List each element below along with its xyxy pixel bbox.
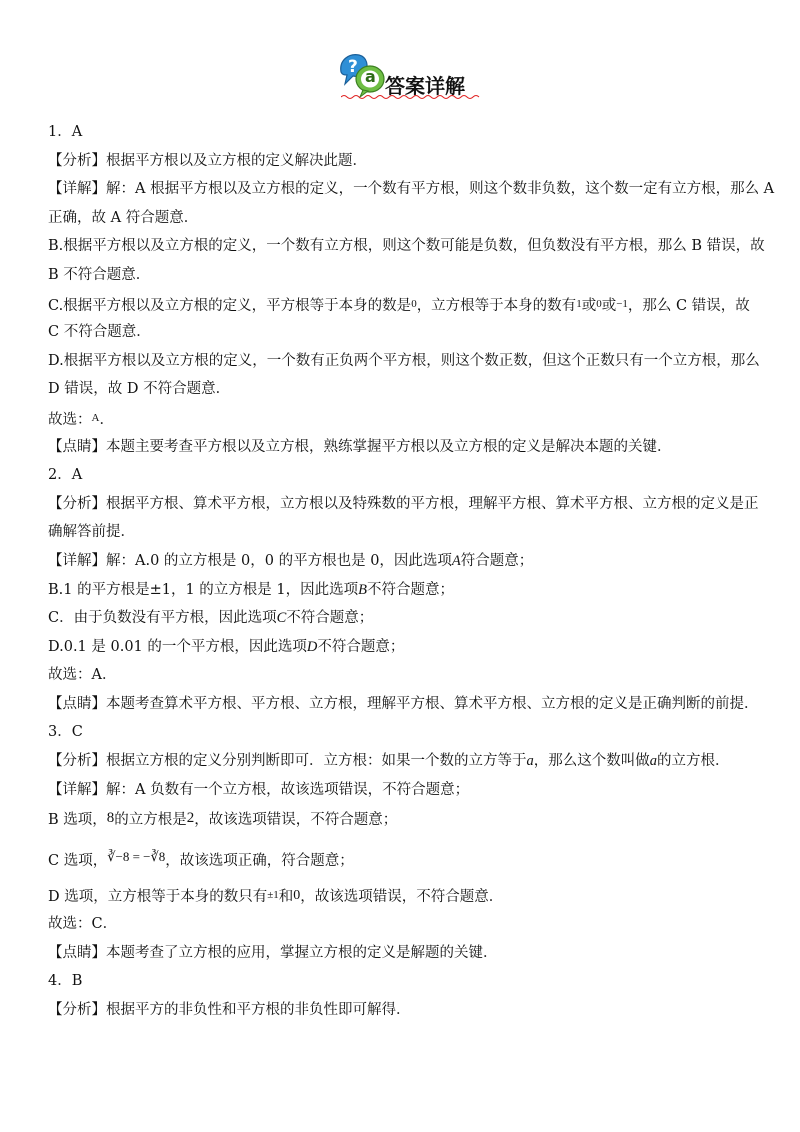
header-wavy-underline xyxy=(341,94,481,100)
answer-header xyxy=(333,50,493,106)
q1-c-math-neg-one: −1 xyxy=(616,297,628,310)
q3-d-post: ，故该选项错误，不符合题意． xyxy=(300,889,504,906)
header-title: 答案详解 xyxy=(385,74,465,98)
q3-detail-d xyxy=(48,881,760,910)
q1-detail-d-line2: D 错误，故 D 不符合题意． xyxy=(48,381,231,398)
q2-comment: 【点睛】本题考查算术平方根、平方根、立方根，理解平方根、算术平方根、立方根的定义是正确判断的前提． xyxy=(48,695,759,712)
q1-c-text-mid: ，立方根等于本身的数有 xyxy=(416,297,577,314)
q2-b-var: B xyxy=(358,581,368,598)
q2-a-var: A xyxy=(451,552,461,569)
q1-c-math-one: 1 xyxy=(576,297,582,310)
q3-detail-a: 【详解】解：A 负数有一个立方根，故该选项错误，不符合题意； xyxy=(48,781,470,798)
q2-b-text: B.1 的平方根是±1，1 的立方根是 1，因此选项 xyxy=(48,581,359,598)
q3-number: 3．C xyxy=(48,724,83,741)
q2-b-post: 不符合题意； xyxy=(367,581,455,598)
q1-detail-c-line2: C 不符合题意． xyxy=(48,324,151,341)
q2-d-var: D xyxy=(306,638,318,655)
q3-analysis xyxy=(48,747,760,776)
q2-analysis-line1: 【分析】根据平方根、算术平方根，立方根以及特殊数的平方根，理解平方根、算术平方根、立方根的定义是正 xyxy=(48,495,759,512)
q2-c-text: C．由于负数没有平方根，因此选项 xyxy=(48,610,277,627)
q1-c-text-or1: 或 xyxy=(581,297,597,314)
q1-c-math-zero: 0 xyxy=(411,297,417,310)
q3-choice: 故选：C． xyxy=(48,916,118,933)
q3-c-formula: ∛−8 = −∛8 xyxy=(107,848,166,864)
q3-c-post: ，故该选项正确，符合题意； xyxy=(165,852,354,869)
q1-analysis: 【分析】根据平方根以及立方根的定义解决此题． xyxy=(48,152,367,169)
q3-d-plusminus: ±1 xyxy=(267,889,279,902)
q1-comment: 【点睛】本题主要考查平方根以及立方根，熟练掌握平方根以及立方根的定义是解决本题的关键． xyxy=(48,438,672,455)
q3-b-text: B 选项， xyxy=(48,812,107,829)
q1-detail-d-line1: D.根据平方根以及立方根的定义，一个数有正负两个平方根，则这个数正数，但这个正数只有一个立方根，那么 xyxy=(48,352,760,369)
q1-detail-b-line1: B.根据平方根以及立方根的定义，一个数有立方根，则这个数可能是负数，但负数没有平方根，那么 B 错误，故 xyxy=(48,238,765,255)
q3-analysis-mid: ，那么这个数叫做 xyxy=(533,753,650,770)
q2-c-post: 不符合题意； xyxy=(286,610,374,627)
q2-a-post: 符合题意； xyxy=(460,552,534,569)
q2-detail-d xyxy=(48,633,760,662)
q3-analysis-var2: a xyxy=(649,753,657,770)
q1-c-text-or2: 或 xyxy=(601,297,617,314)
q2-detail-c xyxy=(48,604,760,633)
q1-c-text-pre: C.根据平方根以及立方根的定义，平方根等于本身的数是 xyxy=(48,297,412,314)
q1-choice-end: ． xyxy=(99,411,114,428)
q1-number: 1．A xyxy=(48,124,83,140)
q2-choice: 故选：A． xyxy=(48,667,117,684)
q3-c-text: C 选项， xyxy=(48,852,108,869)
q2-analysis-line2: 确解答前提． xyxy=(48,524,135,541)
question-bubble-icon xyxy=(333,50,389,100)
q1-c-math-zero2: 0 xyxy=(596,297,602,310)
q1-detail-a-line2: 正确，故 A 符合题意． xyxy=(48,209,199,226)
q3-d-text: D 选项，立方根等于本身的数只有 xyxy=(48,889,268,906)
q1-choice-value: A xyxy=(91,411,100,424)
q3-b-post: ，故该选项错误，不符合题意； xyxy=(194,812,398,829)
q2-number: 2．A xyxy=(48,467,83,484)
q3-detail-b xyxy=(48,804,760,833)
q3-analysis-text: 【分析】根据立方根的定义分别判断即可．立方根：如果一个数的立方等于 xyxy=(48,753,527,770)
q2-detail-b xyxy=(48,576,760,605)
q1-choice-label: 故选： xyxy=(48,411,92,428)
q1-choice xyxy=(48,404,760,433)
q2-detail-a xyxy=(48,547,760,576)
q3-b-number: 8 xyxy=(106,810,115,827)
q4-analysis: 【分析】根据平方的非负性和平方根的非负性即可解得． xyxy=(48,1001,411,1018)
q1-detail-c-line1 xyxy=(48,290,760,319)
q1-detail-b-line2: B 不符合题意． xyxy=(48,266,151,283)
q3-analysis-post: 的立方根． xyxy=(657,753,730,770)
q3-comment: 【点睛】本题考查了立方根的应用，掌握立方根的定义是解题的关键． xyxy=(48,944,498,961)
svg-text:?: ? xyxy=(348,57,358,77)
q2-c-var: C xyxy=(276,610,287,627)
q3-analysis-var1: a xyxy=(526,753,534,770)
q2-d-text: D.0.1 是 0.01 的一个平方根，因此选项 xyxy=(48,638,307,655)
q1-detail-a-line1: 【详解】解：A 根据平方根以及立方根的定义，一个数有平方根，则这个数非负数，这个数一定有立方根，那么 A xyxy=(48,181,775,198)
q3-d-zero: 0 xyxy=(293,888,301,904)
q3-detail-c xyxy=(48,843,760,872)
q2-a-text: 【详解】解：A.0 的立方根是 0，0 的平方根也是 0，因此选项 xyxy=(48,552,452,569)
q2-d-post: 不符合题意； xyxy=(317,638,405,655)
q3-d-and: 和 xyxy=(278,889,294,906)
q3-b-mid: 的立方根是 xyxy=(114,812,187,829)
q4-number: 4．B xyxy=(48,973,83,990)
header-icon-letter: a xyxy=(365,67,376,86)
answer-content xyxy=(48,118,775,1024)
q1-c-text-post: ，那么 C 错误，故 xyxy=(627,297,750,314)
q3-b-root: 2 xyxy=(186,810,195,827)
